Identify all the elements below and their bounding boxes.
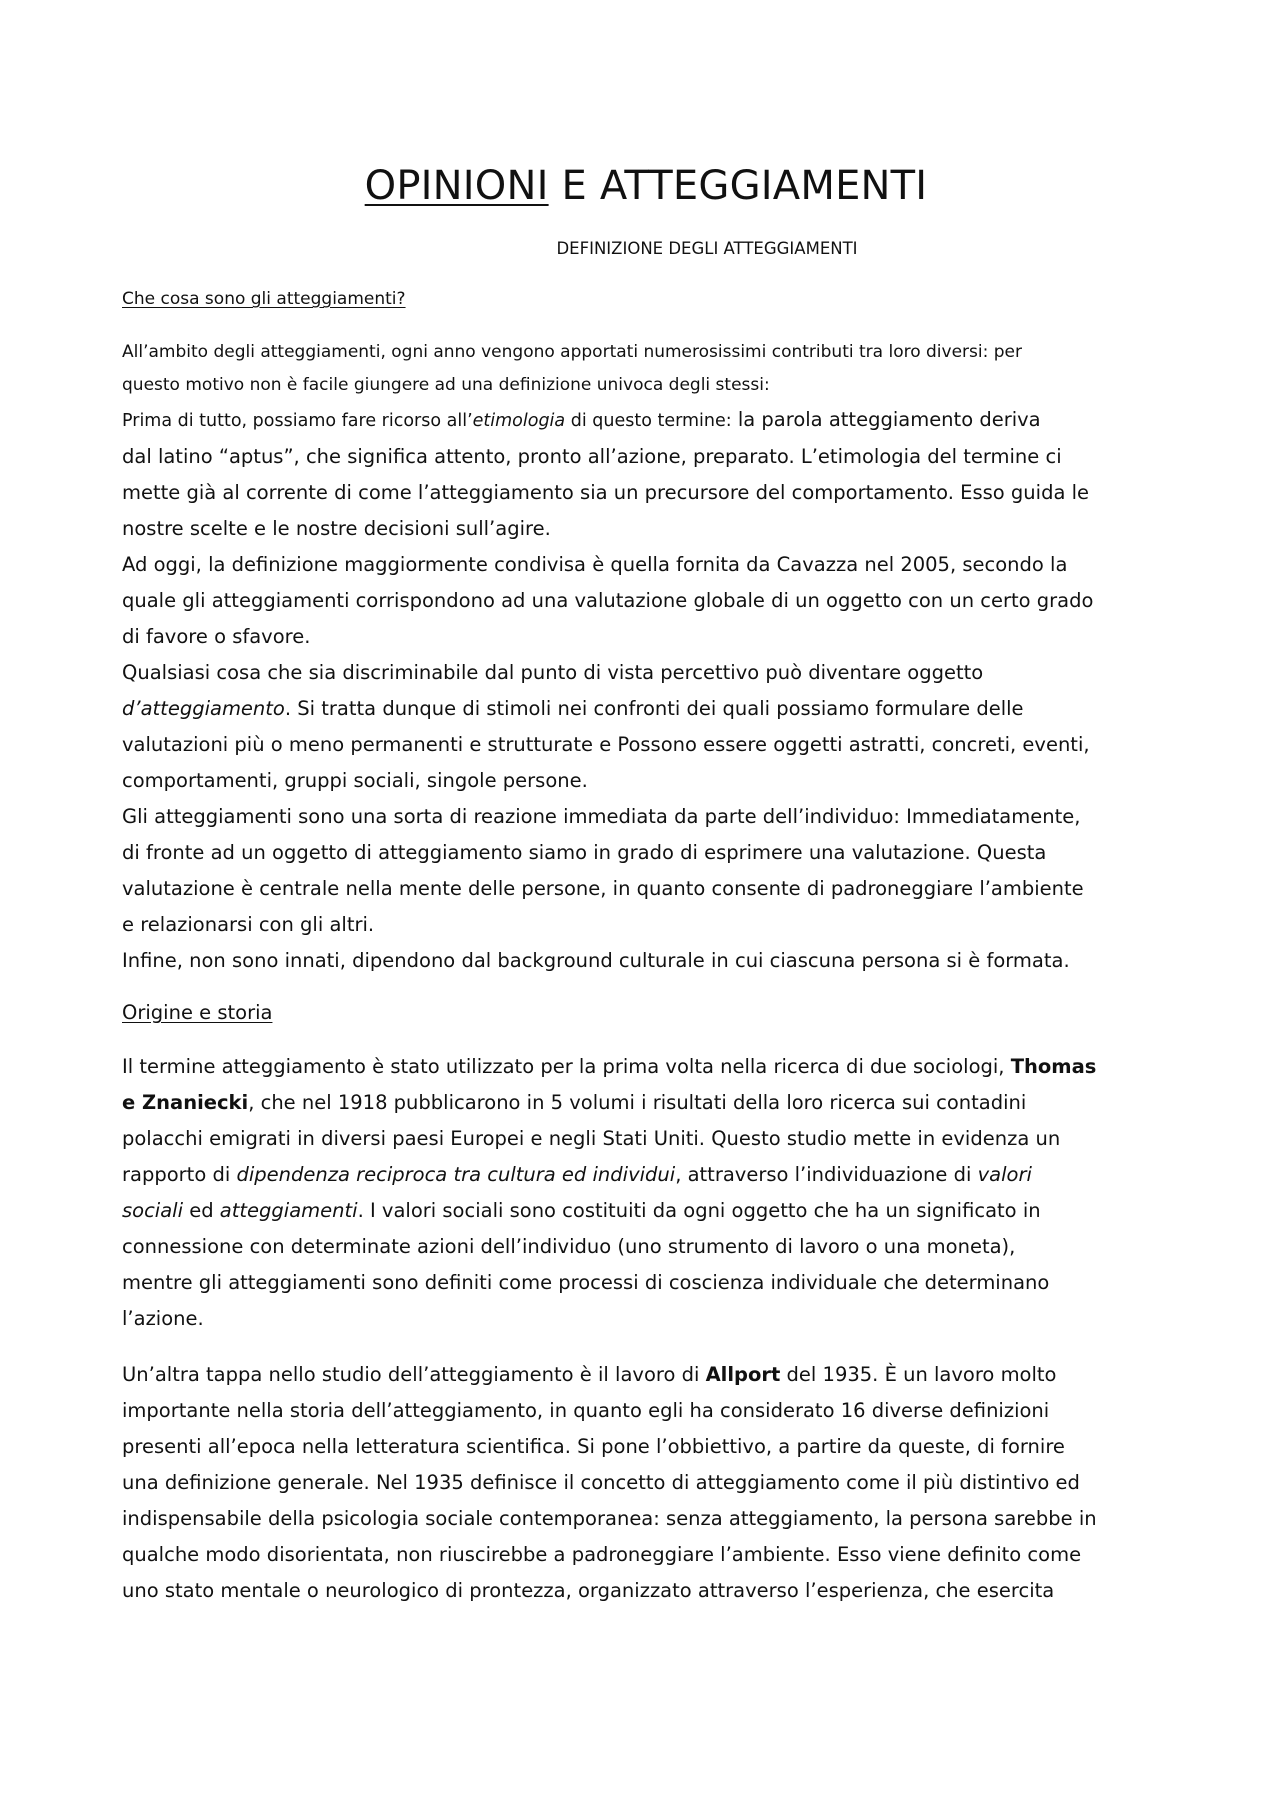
text-line: importante nella storia dell’atteggiamento, in quanto egli ha considerato 16 diverse definizioni xyxy=(122,1399,1050,1422)
text-line: una definizione generale. Nel 1935 definisce il concetto di atteggiamento come il più distintivo ed xyxy=(122,1471,1080,1494)
etymology-paragraph xyxy=(122,402,1170,547)
text-line: Gli atteggiamenti sono una sorta di reazione immediata da parte dell’individuo: Immediatamente, xyxy=(122,805,1081,828)
text-run: . I valori sociali sono costituiti da ogni oggetto che ha un significato in xyxy=(357,1199,1041,1222)
text-run: . Si tratta dunque di stimoli nei confronti dei quali possiamo formulare delle xyxy=(284,697,1024,720)
text-line: nostre scelte e le nostre decisioni sull’agire. xyxy=(122,517,551,540)
text-line: valutazioni più o meno permanenti e strutturate e Possono essere oggetti astratti, concreti, eventi, xyxy=(122,733,1090,756)
text-run: ed xyxy=(183,1199,220,1222)
text-line: mette già al corrente di come l’atteggiamento sia un precursore del comportamento. Esso guida le xyxy=(122,481,1090,504)
text-line: valutazione è centrale nella mente delle persone, in quanto consente di padroneggiare l’ambiente xyxy=(122,877,1084,900)
allport-paragraph xyxy=(122,1357,1170,1609)
text-line: presenti all’epoca nella letteratura scientifica. Si pone l’obbiettivo, a partire da queste, di fornire xyxy=(122,1435,1065,1458)
italic-run: valori xyxy=(977,1163,1032,1186)
text-run: del 1935. È un lavoro molto xyxy=(780,1363,1057,1386)
text-line: uno stato mentale o neurologico di prontezza, organizzato attraverso l’esperienza, che esercita xyxy=(122,1579,1055,1602)
text-run: , che nel 1918 pubblicarono in 5 volumi i risultati della loro ricerca sui contadini xyxy=(248,1091,1027,1114)
text-line xyxy=(122,402,1170,439)
italic-run: etimologia xyxy=(472,411,566,431)
text-run: la parola atteggiamento deriva xyxy=(731,408,1041,431)
text-line: Qualsiasi cosa che sia discriminabile dal punto di vista percettivo può diventare oggetto xyxy=(122,661,984,684)
text-run: Un’altra tappa nello studio dell’atteggiamento è il lavoro di xyxy=(122,1363,706,1386)
text-line xyxy=(122,691,1170,727)
bold-run: Allport xyxy=(705,1363,781,1386)
bold-run: Thomas xyxy=(1010,1055,1097,1078)
text-line: comportamenti, gruppi sociali, singole persone. xyxy=(122,769,588,792)
document-body xyxy=(122,160,1170,1609)
text-line: connessione con determinate azioni dell’individuo (uno strumento di lavoro o una moneta), xyxy=(122,1235,1016,1258)
text-line: All’ambito degli atteggiamenti, ogni anno vengono apportati numerosissimi contributi tra loro diversi: per xyxy=(122,342,1022,362)
italic-run: d’atteggiamento xyxy=(122,697,285,720)
text-line xyxy=(122,1049,1170,1085)
text-line: Ad oggi, la definizione maggiormente condivisa è quella fornita da Cavazza nel 2005, secondo la xyxy=(122,553,1068,576)
text-line: dal latino “aptus”, che significa attento, pronto all’azione, preparato. L’etimologia del termine ci xyxy=(122,445,1062,468)
section-heading-definition: Che cosa sono gli atteggiamenti? xyxy=(122,289,406,309)
reaction-paragraph xyxy=(122,799,1170,979)
text-run: Il termine atteggiamento è stato utilizzato per la prima volta nella ricerca di due sociologi, xyxy=(122,1055,1011,1078)
text-line: quale gli atteggiamenti corrispondono ad una valutazione globale di un oggetto con un certo grado xyxy=(122,589,1094,612)
italic-run: sociali xyxy=(122,1199,184,1222)
text-line: e relazionarsi con gli altri. xyxy=(122,913,375,936)
text-line: di fronte ad un oggetto di atteggiamento siamo in grado di esprimere una valutazione. Questa xyxy=(122,841,1047,864)
title-underlined: OPINIONI xyxy=(364,163,549,209)
bold-run: e Znaniecki xyxy=(122,1091,249,1114)
text-line: indispensabile della psicologia sociale contemporanea: senza atteggiamento, la persona sarebbe in xyxy=(122,1507,1097,1530)
page-title xyxy=(122,160,1170,212)
section-heading-origin: Origine e storia xyxy=(122,1001,273,1024)
text-line: mentre gli atteggiamenti sono definiti come processi di coscienza individuale che determinano xyxy=(122,1271,1050,1294)
text-line xyxy=(122,1193,1170,1229)
text-line: l’azione. xyxy=(122,1307,204,1330)
text-run: di questo termine: xyxy=(565,411,732,431)
cavazza-paragraph xyxy=(122,547,1170,655)
text-line xyxy=(122,1357,1170,1393)
text-run: Prima di tutto, possiamo fare ricorso all’ xyxy=(122,411,473,431)
text-run: rapporto di xyxy=(122,1163,237,1186)
text-line xyxy=(122,1157,1170,1193)
text-line: qualche modo disorientata, non riuscirebbe a padroneggiare l’ambiente. Esso viene definito come xyxy=(122,1543,1082,1566)
italic-run: atteggiamenti xyxy=(219,1199,358,1222)
text-line: questo motivo non è facile giungere ad una definizione univoca degli stessi: xyxy=(122,375,770,395)
intro-paragraph xyxy=(122,336,1170,402)
text-line: Infine, non sono innati, dipendono dal background culturale in cui ciascuna persona si è formata. xyxy=(122,949,1070,972)
object-paragraph xyxy=(122,655,1170,799)
text-line xyxy=(122,1085,1170,1121)
page-subtitle: DEFINIZIONE DEGLI ATTEGGIAMENTI xyxy=(556,239,858,258)
text-run: , attraverso l’individuazione di xyxy=(675,1163,978,1186)
title-rest: E ATTEGGIAMENTI xyxy=(548,163,928,209)
italic-run: dipendenza reciproca tra cultura ed individui xyxy=(236,1163,676,1186)
thomas-paragraph xyxy=(122,1049,1170,1337)
text-line: polacchi emigrati in diversi paesi Europei e negli Stati Uniti. Questo studio mette in evidenza un xyxy=(122,1127,1061,1150)
text-line: di favore o sfavore. xyxy=(122,625,311,648)
